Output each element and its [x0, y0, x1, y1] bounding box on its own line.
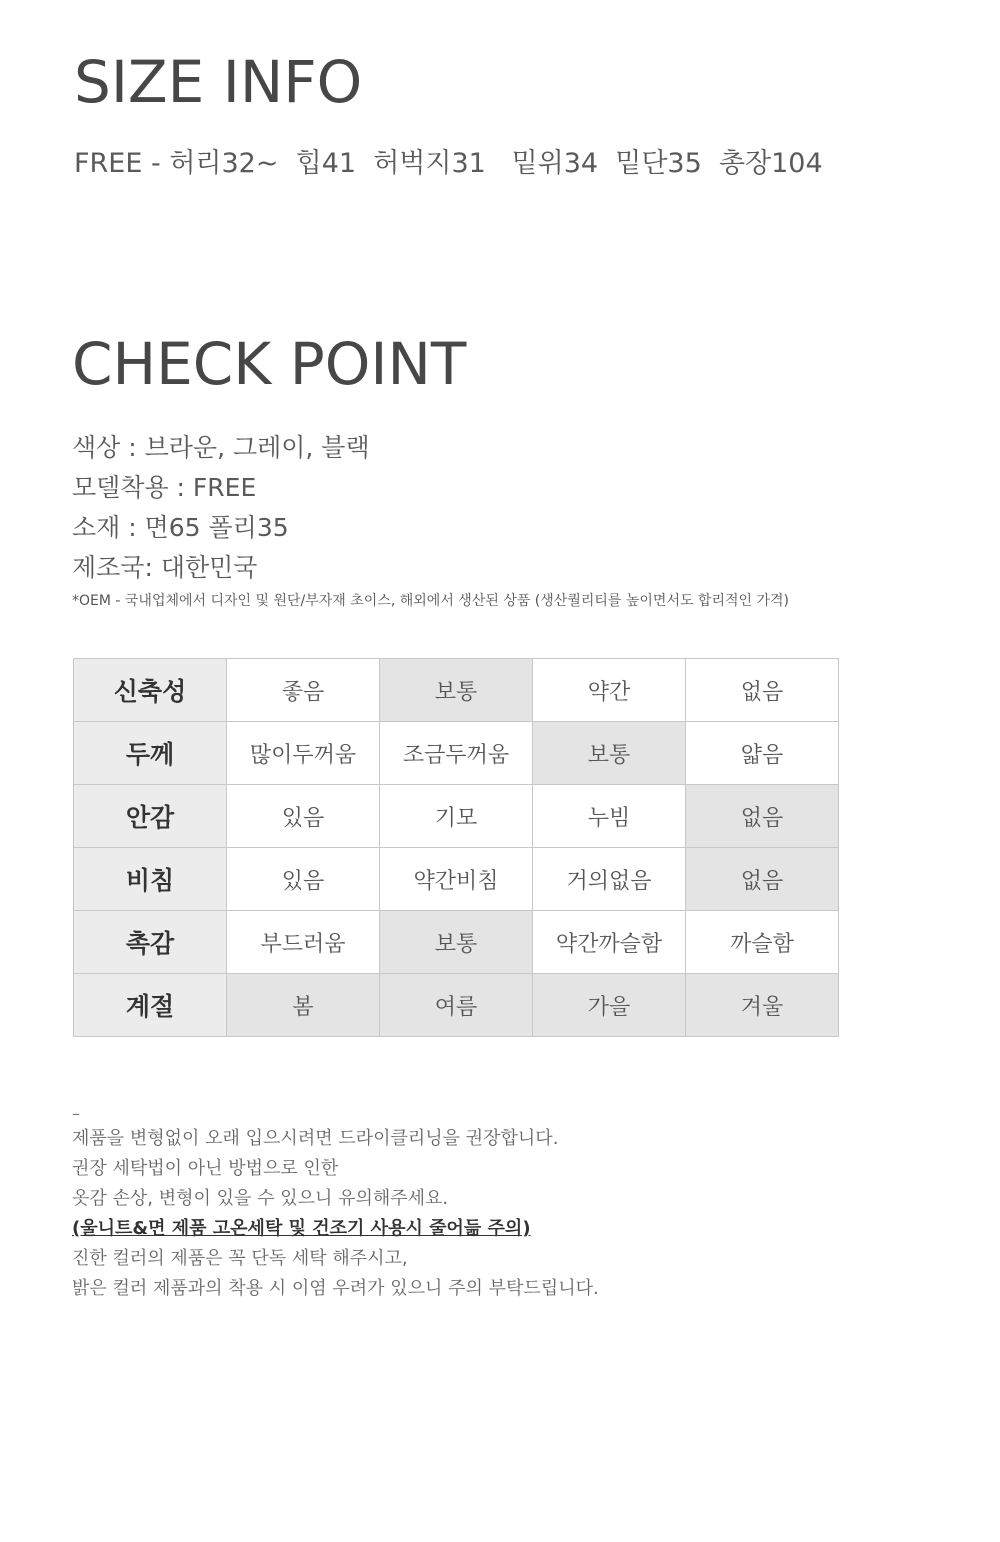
- color-info: 색상 : 브라운, 그레이, 블랙: [72, 433, 370, 462]
- option-cell: 없음: [686, 785, 839, 848]
- option-cell: 많이두꺼움: [227, 722, 380, 785]
- shrink-warning: (울니트&면 제품 고온세탁 및 건조기 사용시 줄어듦 주의): [72, 1218, 531, 1239]
- option-cell: 약간비침: [380, 848, 533, 911]
- product-info-list: [72, 428, 972, 588]
- option-cell: 있음: [227, 785, 380, 848]
- option-cell: 얇음: [686, 722, 839, 785]
- option-cell: 없음: [686, 659, 839, 722]
- care-line: 진한 컬러의 제품은 꼭 단독 세탁 해주시고,: [72, 1248, 408, 1269]
- table-row: [74, 659, 839, 722]
- option-cell: 부드러움: [227, 911, 380, 974]
- oem-note: *OEM - 국내업체에서 디자인 및 원단/부자재 초이스, 해외에서 생산된 상품 (생산퀄리티를 높이면서도 합리적인 가격): [72, 593, 789, 609]
- check-point-table: [73, 658, 839, 1037]
- option-cell: 거의없음: [533, 848, 686, 911]
- option-cell: 까슬함: [686, 911, 839, 974]
- care-line: 권장 세탁법이 아닌 방법으로 인한: [72, 1158, 339, 1179]
- table-row: [74, 785, 839, 848]
- table-row: [74, 722, 839, 785]
- option-cell: 조금두꺼움: [380, 722, 533, 785]
- option-cell: 여름: [380, 974, 533, 1037]
- origin-info: 제조국: 대한민국: [72, 553, 258, 582]
- table-row: [74, 911, 839, 974]
- row-label: 촉감: [74, 911, 227, 974]
- option-cell: 기모: [380, 785, 533, 848]
- care-dash: –: [72, 1104, 80, 1123]
- row-label: 계절: [74, 974, 227, 1037]
- option-cell: 보통: [380, 911, 533, 974]
- care-line: 밝은 컬러 제품과의 착용 시 이염 우려가 있으니 주의 부탁드립니다.: [72, 1278, 599, 1299]
- row-label: 안감: [74, 785, 227, 848]
- size-info-title: SIZE INFO: [74, 48, 363, 116]
- row-label: 두께: [74, 722, 227, 785]
- model-size-info: 모델착용 : FREE: [72, 473, 257, 502]
- option-cell: 보통: [533, 722, 686, 785]
- option-cell: 누빔: [533, 785, 686, 848]
- table-row: [74, 848, 839, 911]
- size-info-measurements: FREE - 허리32~ 힙41 허벅지31 밑위34 밑단35 총장104: [74, 148, 823, 179]
- care-line: 제품을 변형없이 오래 입으시려면 드라이클리닝을 권장합니다.: [72, 1128, 559, 1149]
- option-cell: 좋음: [227, 659, 380, 722]
- option-cell: 없음: [686, 848, 839, 911]
- table-row: [74, 974, 839, 1037]
- care-line: 옷감 손상, 변형이 있을 수 있으니 유의해주세요.: [72, 1188, 449, 1209]
- option-cell: 약간: [533, 659, 686, 722]
- option-cell: 겨울: [686, 974, 839, 1037]
- row-label: 신축성: [74, 659, 227, 722]
- option-cell: 봄: [227, 974, 380, 1037]
- care-instructions: [72, 1104, 972, 1304]
- row-label: 비침: [74, 848, 227, 911]
- option-cell: 보통: [380, 659, 533, 722]
- option-cell: 약간까슬함: [533, 911, 686, 974]
- check-point-title: CHECK POINT: [72, 330, 467, 398]
- option-cell: 가을: [533, 974, 686, 1037]
- material-info: 소재 : 면65 폴리35: [72, 513, 289, 542]
- option-cell: 있음: [227, 848, 380, 911]
